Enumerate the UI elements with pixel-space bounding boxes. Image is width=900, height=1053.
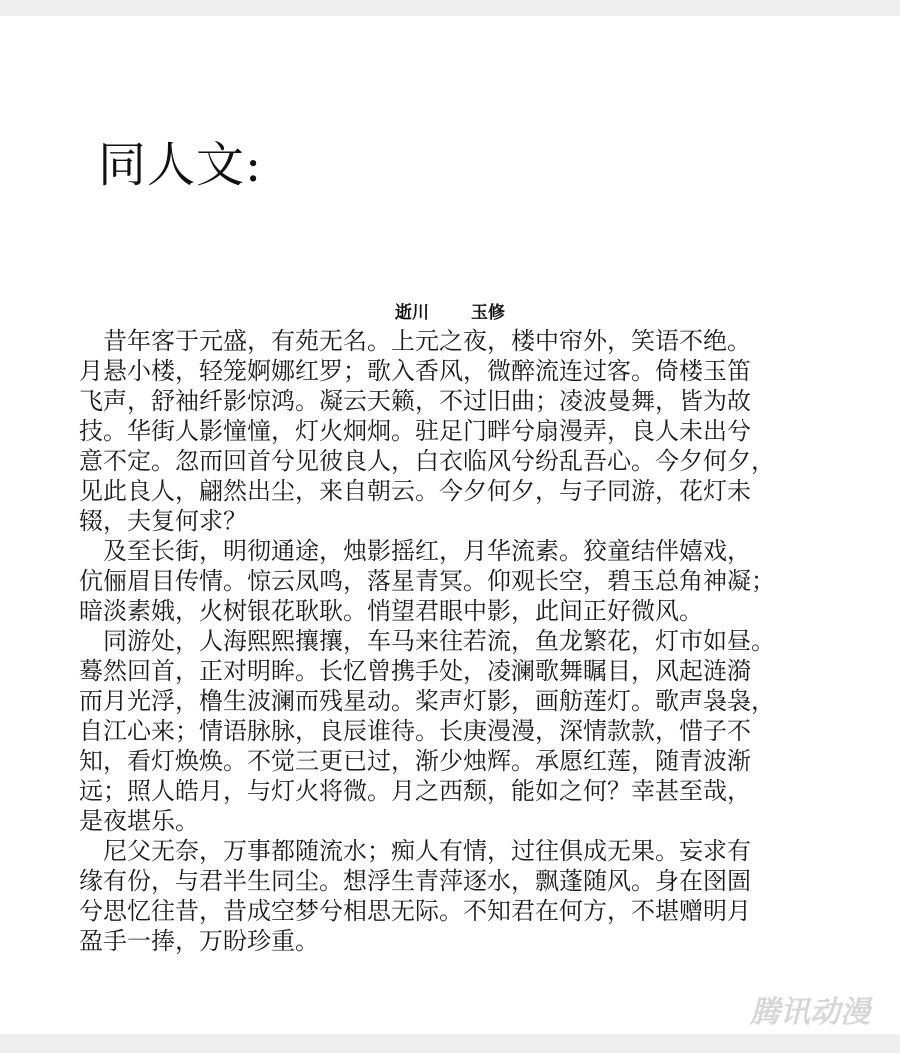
poem-body (79, 326, 839, 956)
top-margin-bar (0, 0, 900, 16)
text-line: 飞声，舒袖纤影惊鸿。凝云天籁，不过旧曲；凌波曼舞，皆为故 (79, 387, 751, 415)
poem-title: 逝川 (395, 303, 429, 323)
watermark-logo: 腾讯动漫 (750, 995, 870, 1030)
text-line: 尼父无奈，万事都随流水；痴人有情，过往俱成无果。妄求有 (79, 837, 751, 865)
text-line: 自江心来；情语脉脉，良辰谁待。长庚漫漫，深情款款，惜子不 (79, 717, 751, 745)
text-line: 缘有份，与君半生同尘。想浮生青萍逐水，飘蓬随风。身在囹圄 (79, 867, 751, 895)
text-line: 辍，夫复何求？ (79, 507, 247, 535)
bottom-margin-bar (0, 1034, 900, 1053)
text-line: 意不定。忽而回首兮见彼良人，白衣临风兮纷乱吾心。今夕何夕， (79, 447, 775, 475)
text-line: 知，看灯焕焕。不觉三更已过，渐少烛辉。承愿红莲，随青波渐 (79, 747, 751, 775)
text-line: 远；照人皓月，与灯火将微。月之西颓，能如之何？幸甚至哉， (79, 777, 751, 805)
text-line: 是夜堪乐。 (79, 807, 199, 835)
text-line: 技。华街人影憧憧，灯火炯炯。驻足门畔兮扇漫弄，良人未出兮 (79, 417, 751, 445)
text-line: 见此良人，翩然出尘，来自朝云。今夕何夕，与子同游，花灯未 (79, 477, 751, 505)
poem-title-line (0, 302, 900, 324)
text-line: 昔年客于元盛，有苑无名。上元之夜，楼中帘外，笑语不绝。 (79, 327, 751, 355)
text-line: 而月光浮，橹生波澜而残星动。桨声灯影，画舫莲灯。歌声袅袅， (79, 687, 775, 715)
text-line: 暗淡素娥，火树银花耿耿。悄望君眼中影，此间正好微风。 (79, 597, 703, 625)
poem-author: 玉修 (471, 303, 505, 323)
text-line: 兮思忆往昔，昔成空梦兮相思无际。不知君在何方，不堪赠明月 (79, 897, 751, 925)
text-line: 同游处，人海熙熙攘攘，车马来往若流，鱼龙繁花，灯市如昼。 (79, 627, 775, 655)
text-line: 伉俪眉目传情。惊云凤鸣，落星青冥。仰观长空，碧玉总角神凝； (79, 567, 775, 595)
text-line: 月悬小楼，轻笼婀娜红罗；歌入香风，微醉流连过客。倚楼玉笛 (79, 357, 751, 385)
text-line: 盈手一捧，万盼珍重。 (79, 927, 319, 955)
text-line: 蓦然回首，正对明眸。长忆曾携手处，凌澜歌舞瞩目，风起涟漪 (79, 657, 751, 685)
page-heading: 同人文: (98, 137, 263, 193)
text-line: 及至长街，明彻通途，烛影摇红，月华流素。狡童结伴嬉戏， (79, 537, 751, 565)
